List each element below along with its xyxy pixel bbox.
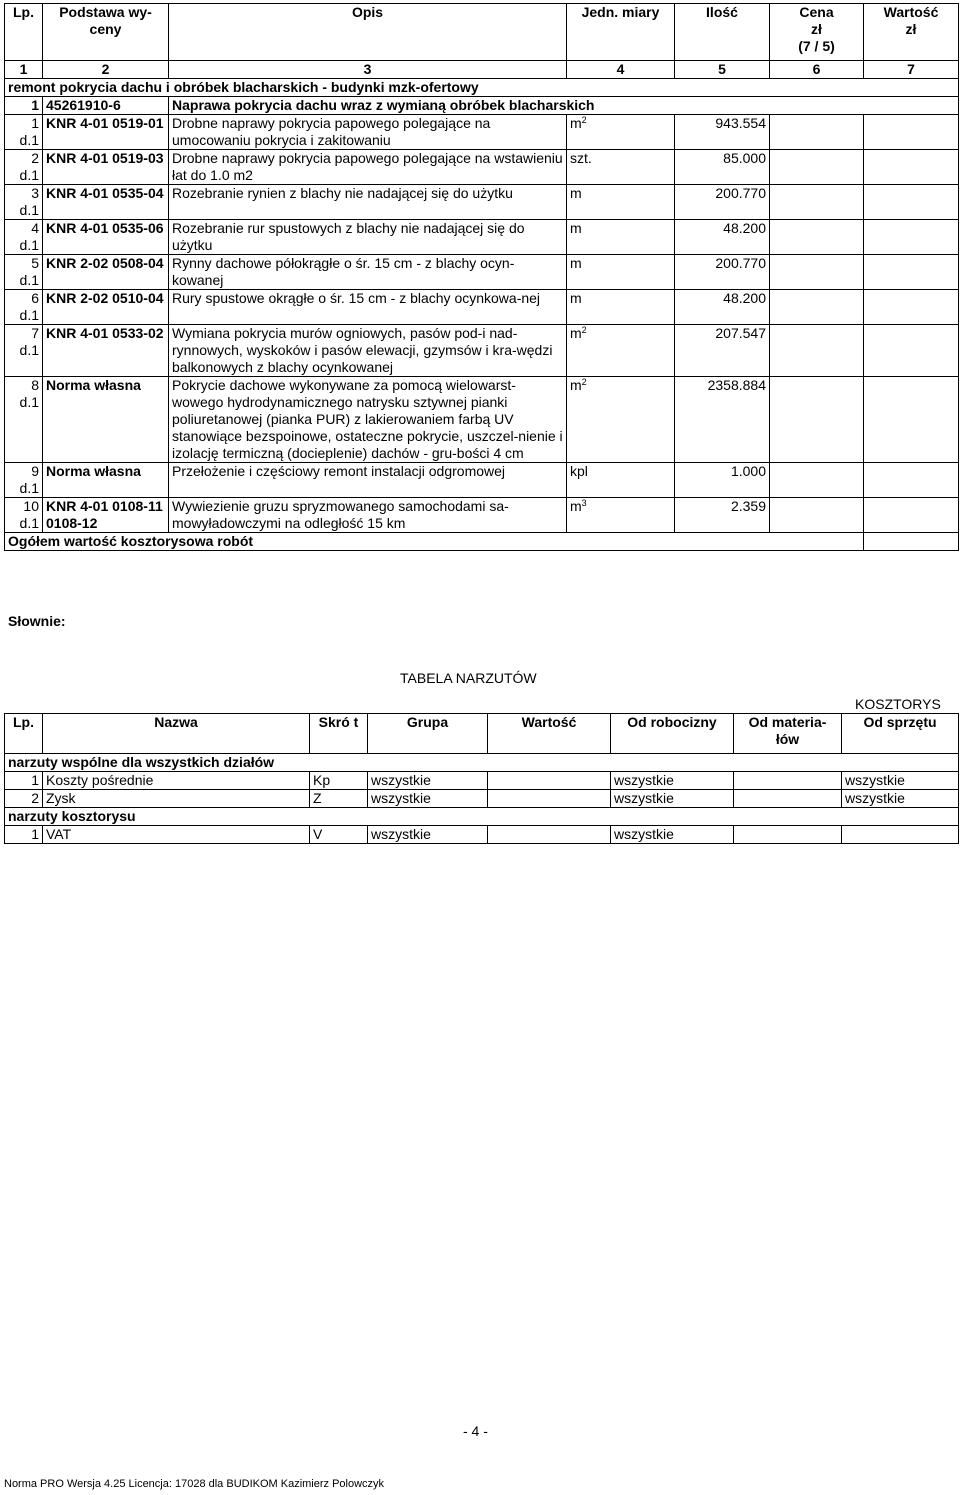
row-lp-number: 1 [31, 115, 39, 131]
surcharge-materialy [734, 826, 842, 844]
row-cena [770, 255, 864, 290]
row-wartosc [864, 463, 959, 498]
surcharge-header-row [5, 714, 959, 754]
row-opis: Rozebranie rynien z blachy nie nadającej się do użytku [169, 185, 567, 220]
section-row [5, 97, 959, 115]
row-cena [770, 115, 864, 150]
surcharge-grupa: wszystkie [368, 790, 488, 808]
row-opis: Drobne naprawy pokrycia papowego polegające na wstawieniu łat do 1.0 m2 [169, 150, 567, 185]
table-row [5, 185, 959, 220]
row-lp-number: 5 [31, 255, 39, 271]
surcharge-skrot: V [310, 826, 368, 844]
row-jedn: m [567, 220, 675, 255]
row-lp [5, 115, 43, 150]
row-wartosc [864, 325, 959, 377]
row-cena [770, 325, 864, 377]
surcharge-sprzet: wszystkie [842, 772, 959, 790]
in-words-label: Słownie: [8, 613, 66, 629]
surcharge-materialy [734, 790, 842, 808]
row-lp [5, 220, 43, 255]
surcharge-wartosc [488, 772, 611, 790]
surcharge-skrot: Kp [310, 772, 368, 790]
row-podstawa: Norma własna [43, 463, 169, 498]
surcharge-lp: 1 [5, 826, 43, 844]
row-wartosc [864, 255, 959, 290]
header-wartosc [864, 4, 959, 61]
row-jedn: m [567, 255, 675, 290]
row-ilosc: 2.359 [675, 498, 770, 533]
title-row [5, 79, 959, 97]
header-cena [770, 4, 864, 61]
row-podstawa: KNR 4-01 0519-01 [43, 115, 169, 150]
surcharge-robocizna: wszystkie [611, 790, 734, 808]
surcharge-skrot: Z [310, 790, 368, 808]
row-ilosc: 85.000 [675, 150, 770, 185]
row-cena [770, 498, 864, 533]
surcharge-group-label: narzuty wspólne dla wszystkich działów [5, 754, 959, 772]
table-row [5, 325, 959, 377]
header-row [5, 4, 959, 61]
surcharge-row [5, 772, 959, 790]
row-jedn: kpl [567, 463, 675, 498]
row-podstawa: Norma własna [43, 377, 169, 463]
column-number: 5 [675, 61, 770, 79]
column-number: 7 [864, 61, 959, 79]
row-ilosc: 48.200 [675, 290, 770, 325]
row-jedn: m [567, 185, 675, 220]
row-lp [5, 377, 43, 463]
surcharge-group-label: narzuty kosztorysu [5, 808, 959, 826]
row-cena [770, 220, 864, 255]
row-ilosc: 207.547 [675, 325, 770, 377]
surcharge-header-skrot: Skró t [310, 714, 368, 754]
page-number: - 4 - [463, 1423, 488, 1439]
row-ilosc: 200.770 [675, 255, 770, 290]
surcharge-header-sprzet: Od sprzętu [842, 714, 959, 754]
total-row [5, 533, 959, 551]
surcharge-sprzet: wszystkie [842, 790, 959, 808]
surcharge-row [5, 790, 959, 808]
surcharge-table-title: TABELA NARZUTÓW [400, 670, 537, 686]
row-jedn: $m^3$ [567, 498, 675, 533]
header-lp: Lp. [5, 4, 43, 61]
row-lp [5, 255, 43, 290]
table-row [5, 150, 959, 185]
row-lp [5, 290, 43, 325]
surcharge-header-materialy: Od materia-łów [734, 714, 842, 754]
table-row [5, 255, 959, 290]
row-podstawa: KNR 2-02 0510-04 [43, 290, 169, 325]
row-lp [5, 498, 43, 533]
surcharge-wartosc [488, 790, 611, 808]
row-opis: Wywiezienie gruzu spryzmowanego samochodami sa-mowyładowczymi na odległość 15 km [169, 498, 567, 533]
surcharge-lp: 1 [5, 772, 43, 790]
row-lp-number: 2 [31, 150, 39, 166]
row-ilosc: 1.000 [675, 463, 770, 498]
table-row [5, 115, 959, 150]
surcharge-header-grupa: Grupa [368, 714, 488, 754]
surcharge-grupa: wszystkie [368, 826, 488, 844]
table-row [5, 220, 959, 255]
row-jedn: szt. [567, 150, 675, 185]
row-lp-number: 8 [31, 377, 39, 393]
row-opis: Drobne naprawy pokrycia papowego polegające na umocowaniu pokrycia i zakitowaniu [169, 115, 567, 150]
row-podstawa: KNR 2-02 0508-04 [43, 255, 169, 290]
row-lp-sub: d.1 [19, 394, 39, 410]
row-ilosc: 2358.884 [675, 377, 770, 463]
row-opis: Pokrycie dachowe wykonywane za pomocą wielowarst-wowego hydrodynamicznego natrysku sztywnej pianki poliuretanowej (pianka PUR) z lakierowaniem farbą UV stanowiące bezspoinowe, ostateczne pokrycie, uszczel-nienie i izolację termiczną (docieplenie) dachów - gru-bości 4 cm [169, 377, 567, 463]
table-row [5, 290, 959, 325]
header-ilosc: Ilość [675, 4, 770, 61]
row-podstawa: KNR 4-01 0519-03 [43, 150, 169, 185]
header-cena-note: (7 / 5) [798, 38, 835, 54]
row-lp [5, 463, 43, 498]
cost-estimate-table [4, 3, 959, 551]
column-number: 3 [169, 61, 567, 79]
row-lp-sub: d.1 [19, 307, 39, 323]
row-lp-number: 4 [31, 220, 39, 236]
surcharge-row [5, 826, 959, 844]
header-podstawa: Podstawa wy-ceny [43, 4, 169, 61]
surcharge-nazwa: Koszty pośrednie [43, 772, 310, 790]
surcharge-robocizna: wszystkie [611, 826, 734, 844]
section-name: Naprawa pokrycia dachu wraz z wymianą obróbek blacharskich [169, 97, 959, 115]
row-podstawa: KNR 4-01 0533-02 [43, 325, 169, 377]
surcharge-lp: 2 [5, 790, 43, 808]
row-opis: Rozebranie rur spustowych z blachy nie nadającej się do użytku [169, 220, 567, 255]
row-cena [770, 150, 864, 185]
header-opis: Opis [169, 4, 567, 61]
estimate-title: remont pokrycia dachu i obróbek blacharskich - budynki mzk-ofertowy [5, 79, 959, 97]
row-lp-sub: d.1 [19, 237, 39, 253]
row-lp-number: 10 [23, 498, 39, 514]
row-wartosc [864, 115, 959, 150]
surcharge-header-wartosc: Wartość [488, 714, 611, 754]
footer-license: Norma PRO Wersja 4.25 Licencja: 17028 dla BUDIKOM Kazimierz Polowczyk [4, 1478, 385, 1490]
surcharge-group2-body [5, 826, 959, 844]
column-number: 2 [43, 61, 169, 79]
surcharge-table [4, 713, 959, 844]
row-ilosc: 48.200 [675, 220, 770, 255]
header-cena-unit: zł [811, 21, 822, 37]
row-jedn: $m^2$ [567, 115, 675, 150]
row-opis: Wymiana pokrycia murów ogniowych, pasów pod-i nad-rynnowych, wyskoków i pasów elewacji, gzymsów i kra-wędzi balkonowych z blachy ocynkowanej [169, 325, 567, 377]
row-wartosc [864, 290, 959, 325]
total-value [864, 533, 959, 551]
row-lp [5, 325, 43, 377]
surcharge-sprzet [842, 826, 959, 844]
row-wartosc [864, 498, 959, 533]
row-podstawa: KNR 4-01 0535-04 [43, 185, 169, 220]
surcharge-header-robocizna: Od robocizny [611, 714, 734, 754]
row-lp [5, 150, 43, 185]
surcharge-robocizna: wszystkie [611, 772, 734, 790]
table-row [5, 463, 959, 498]
header-cena-label: Cena [799, 4, 834, 20]
row-lp-number: 3 [31, 185, 39, 201]
row-wartosc [864, 150, 959, 185]
header-wartosc-unit: zł [905, 21, 917, 37]
surcharge-header-lp: Lp. [5, 714, 43, 754]
row-jedn: $m^2$ [567, 325, 675, 377]
surcharge-header-nazwa: Nazwa [43, 714, 310, 754]
section-code: 45261910-6 [43, 97, 169, 115]
column-number: 4 [567, 61, 675, 79]
table-row [5, 498, 959, 533]
surcharge-grupa: wszystkie [368, 772, 488, 790]
column-numbers-row [5, 61, 959, 79]
surcharge-wartosc [488, 826, 611, 844]
row-opis: Rynny dachowe półokrągłe o śr. 15 cm - z blachy ocyn-kowanej [169, 255, 567, 290]
row-lp [5, 185, 43, 220]
column-number: 1 [5, 61, 43, 79]
row-podstawa: KNR 4-01 0535-06 [43, 220, 169, 255]
items-body [5, 115, 959, 533]
surcharge-nazwa: Zysk [43, 790, 310, 808]
row-lp-sub: d.1 [19, 480, 39, 496]
row-podstawa: KNR 4-01 0108-11 0108-12 [43, 498, 169, 533]
table-row [5, 377, 959, 463]
surcharge-table-corner-label: KOSZTORYS [855, 696, 941, 712]
surcharge-group-row [5, 754, 959, 772]
total-label: Ogółem wartość kosztorysowa robót [5, 533, 864, 551]
row-opis: Rury spustowe okrągłe o śr. 15 cm - z blachy ocynkowa-nej [169, 290, 567, 325]
row-wartosc [864, 220, 959, 255]
row-lp-sub: d.1 [19, 272, 39, 288]
row-cena [770, 290, 864, 325]
row-cena [770, 463, 864, 498]
header-jedn: Jedn. miary [567, 4, 675, 61]
column-number: 6 [770, 61, 864, 79]
row-jedn: m [567, 290, 675, 325]
row-lp-sub: d.1 [19, 342, 39, 358]
row-ilosc: 200.770 [675, 185, 770, 220]
row-lp-number: 7 [31, 325, 39, 341]
header-wartosc-label: Wartość [883, 4, 939, 20]
row-opis: Przełożenie i częściowy remont instalacji odgromowej [169, 463, 567, 498]
row-wartosc [864, 377, 959, 463]
row-lp-sub: d.1 [19, 202, 39, 218]
row-cena [770, 377, 864, 463]
row-ilosc: 943.554 [675, 115, 770, 150]
row-lp-number: 9 [31, 463, 39, 479]
surcharge-materialy [734, 772, 842, 790]
row-lp-sub: d.1 [19, 167, 39, 183]
row-wartosc [864, 185, 959, 220]
row-cena [770, 185, 864, 220]
surcharge-group-row [5, 808, 959, 826]
row-lp-number: 6 [31, 290, 39, 306]
surcharge-nazwa: VAT [43, 826, 310, 844]
row-lp-sub: d.1 [19, 515, 39, 531]
surcharge-group1-body [5, 772, 959, 808]
section-lp: 1 [5, 97, 43, 115]
row-lp-sub: d.1 [19, 132, 39, 148]
row-jedn: $m^2$ [567, 377, 675, 463]
